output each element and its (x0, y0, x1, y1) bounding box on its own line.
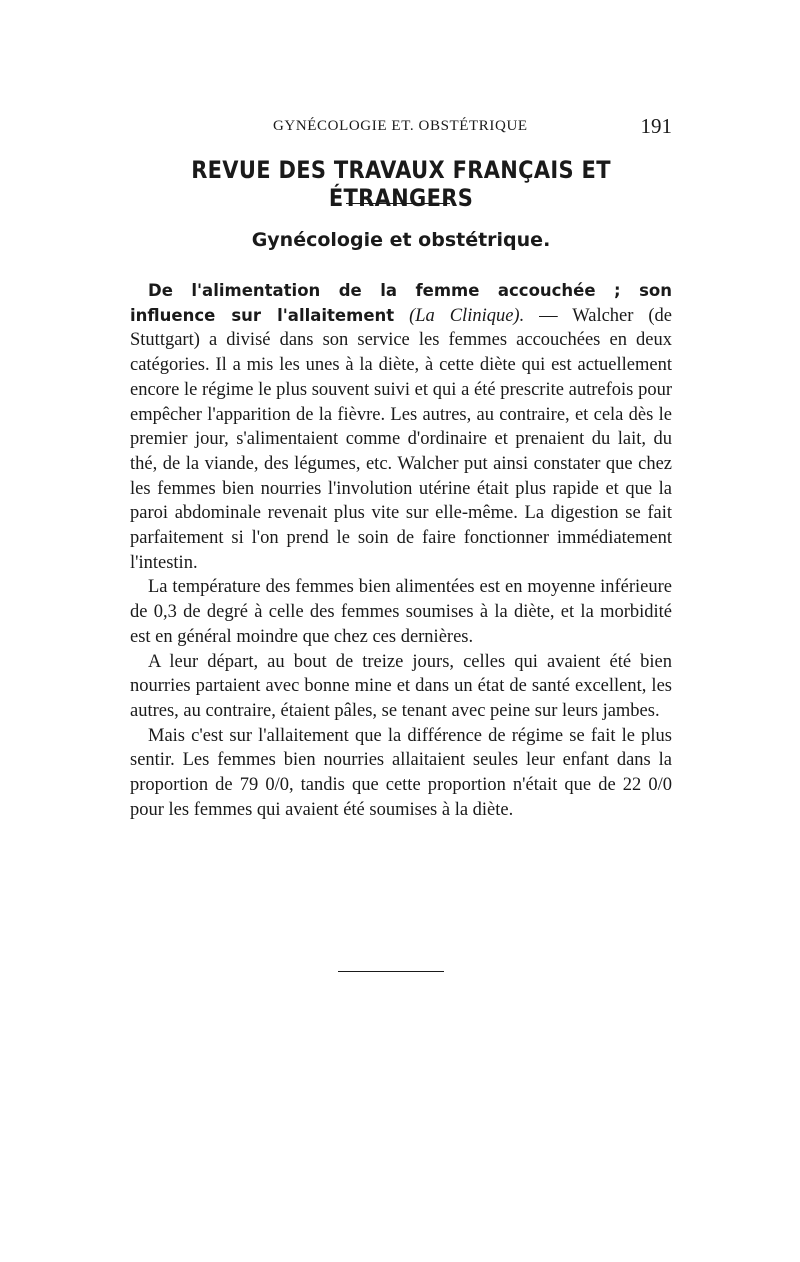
article-intro: — Walcher (de Stuttgart) a divisé dans son service les femmes accouchées en deux catégories. Il a mis les unes à la diète, à cette diète qui est actuellement encore le régime le plus souvent suivi et qui a été prescrite autrefois pour empêcher l'apparition de la fièvre. Les autres, au contraire, et cela dès le premier jour, s'alimentaient comme d'ordinaire et prenaient du lait, du thé, de la viande, des légumes, etc. Walcher put ainsi constater que chez les femmes bien nourries l'involution utérine était plus rapide et que la paroi abdominale revenait plus vite sur elle-même. La digestion se fait parfaitement si l'on prend le soin de faire fonctionner immédiatement l'intestin. (130, 305, 672, 573)
article-body (130, 279, 672, 822)
article-title: De l'alimentation de la femme accouchée ; son influence sur l'allaitement (130, 281, 672, 325)
page-number: 191 (640, 114, 672, 138)
article-paragraph: A leur départ, au bout de treize jours, celles qui avaient été bien nourries partaient avec bonne mine et dans un état de santé excellent, les autres, au contraire, étaient pâles, se tenant avec peine sur leurs jambes. (130, 651, 672, 721)
article-paragraph (130, 279, 672, 575)
end-rule (338, 971, 444, 972)
running-title: GYNÉCOLOGIE ET. OBSTÉTRIQUE (273, 118, 528, 134)
section-title: REVUE DES TRAVAUX FRANÇAIS ET ÉTRANGERS (191, 156, 611, 212)
running-head (130, 116, 672, 138)
article-source: (La Clinique). (409, 305, 525, 326)
article-paragraph: Mais c'est sur l'allaitement que la différence de régime se fait le plus sentir. Les femmes bien nourries allaitaient seules leur enfant dans la proportion de 79 0/0, tandis que cette proportion n'était que de 22 0/0 pour les femmes qui avaient été soumises à la diète. (130, 725, 672, 820)
subsection-title: Gynécologie et obstétrique. (251, 229, 551, 251)
divider-rule (346, 203, 450, 204)
article-paragraph: La température des femmes bien alimentées est en moyenne inférieure de 0,3 de degré à celle des femmes soumises à la diète, et la morbidité est en général moindre que chez ces dernières. (130, 577, 672, 647)
